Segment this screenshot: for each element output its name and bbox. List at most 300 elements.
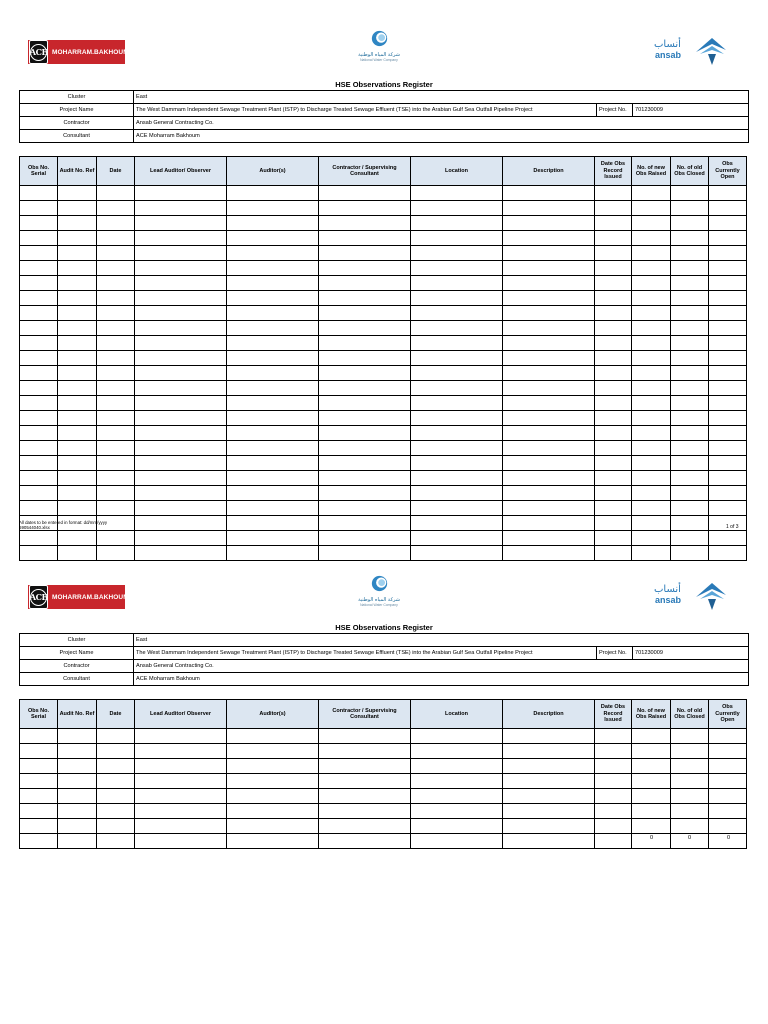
table-cell[interactable] xyxy=(135,759,227,774)
table-cell[interactable] xyxy=(135,351,227,366)
table-cell[interactable] xyxy=(411,201,503,216)
table-cell[interactable] xyxy=(595,789,632,804)
table-cell[interactable] xyxy=(595,426,632,441)
table-cell[interactable] xyxy=(58,366,97,381)
table-cell[interactable] xyxy=(227,834,319,849)
table-cell[interactable] xyxy=(411,729,503,744)
table-cell[interactable] xyxy=(58,261,97,276)
table-cell[interactable] xyxy=(709,471,747,486)
table-cell[interactable] xyxy=(411,456,503,471)
table-cell[interactable] xyxy=(97,789,135,804)
table-cell[interactable] xyxy=(58,396,97,411)
table-cell[interactable] xyxy=(671,456,709,471)
table-cell[interactable] xyxy=(671,201,709,216)
table-cell[interactable] xyxy=(97,351,135,366)
table-cell[interactable] xyxy=(671,351,709,366)
table-cell[interactable] xyxy=(595,246,632,261)
table-cell[interactable] xyxy=(709,441,747,456)
table-cell[interactable] xyxy=(671,261,709,276)
table-cell[interactable] xyxy=(319,411,411,426)
table-cell[interactable] xyxy=(135,441,227,456)
table-cell[interactable] xyxy=(20,804,58,819)
table-cell[interactable] xyxy=(319,261,411,276)
table-cell[interactable] xyxy=(227,441,319,456)
table-cell[interactable] xyxy=(319,201,411,216)
table-cell[interactable] xyxy=(227,351,319,366)
table-cell[interactable] xyxy=(503,759,595,774)
table-cell[interactable] xyxy=(503,834,595,849)
table-cell[interactable] xyxy=(58,411,97,426)
table-cell[interactable] xyxy=(20,426,58,441)
table-cell[interactable] xyxy=(319,456,411,471)
table-cell[interactable] xyxy=(411,396,503,411)
table-cell[interactable] xyxy=(97,471,135,486)
table-cell[interactable] xyxy=(671,441,709,456)
table-cell[interactable] xyxy=(227,456,319,471)
table-cell[interactable] xyxy=(135,336,227,351)
table-cell[interactable] xyxy=(20,531,58,546)
table-cell[interactable] xyxy=(97,321,135,336)
table-cell[interactable] xyxy=(97,231,135,246)
table-cell[interactable] xyxy=(595,804,632,819)
table-cell[interactable] xyxy=(595,411,632,426)
table-cell[interactable] xyxy=(595,774,632,789)
table-cell[interactable] xyxy=(671,381,709,396)
table-cell[interactable] xyxy=(20,366,58,381)
table-cell[interactable] xyxy=(97,381,135,396)
table-cell[interactable] xyxy=(411,306,503,321)
table-cell[interactable] xyxy=(632,729,671,744)
table-cell[interactable] xyxy=(632,804,671,819)
table-cell[interactable] xyxy=(595,729,632,744)
table-cell[interactable] xyxy=(709,231,747,246)
table-cell[interactable] xyxy=(319,381,411,396)
table-cell[interactable] xyxy=(411,231,503,246)
table-cell[interactable] xyxy=(671,276,709,291)
table-cell[interactable] xyxy=(319,336,411,351)
table-cell[interactable] xyxy=(411,411,503,426)
table-cell[interactable] xyxy=(411,486,503,501)
table-cell[interactable] xyxy=(503,336,595,351)
table-cell[interactable] xyxy=(411,759,503,774)
table-cell[interactable] xyxy=(709,381,747,396)
table-cell[interactable] xyxy=(135,246,227,261)
table-cell[interactable] xyxy=(227,381,319,396)
table-cell[interactable] xyxy=(227,486,319,501)
table-cell[interactable] xyxy=(632,291,671,306)
table-cell[interactable] xyxy=(97,336,135,351)
table-cell[interactable] xyxy=(227,306,319,321)
table-cell[interactable] xyxy=(58,216,97,231)
table-cell[interactable] xyxy=(319,834,411,849)
table-cell[interactable] xyxy=(20,201,58,216)
table-cell[interactable] xyxy=(58,381,97,396)
table-cell[interactable] xyxy=(58,201,97,216)
table-cell[interactable] xyxy=(319,291,411,306)
table-cell[interactable] xyxy=(135,291,227,306)
table-cell[interactable] xyxy=(20,774,58,789)
table-cell[interactable] xyxy=(58,426,97,441)
table-cell[interactable] xyxy=(632,366,671,381)
table-cell[interactable] xyxy=(632,246,671,261)
table-cell[interactable] xyxy=(227,774,319,789)
table-cell[interactable] xyxy=(227,231,319,246)
table-cell[interactable] xyxy=(227,336,319,351)
table-cell[interactable] xyxy=(503,441,595,456)
table-cell[interactable] xyxy=(135,231,227,246)
table-cell[interactable] xyxy=(632,216,671,231)
table-cell[interactable] xyxy=(135,471,227,486)
table-cell[interactable] xyxy=(319,516,411,531)
table-cell[interactable] xyxy=(97,456,135,471)
table-cell[interactable] xyxy=(319,231,411,246)
table-cell[interactable] xyxy=(319,306,411,321)
table-cell[interactable] xyxy=(709,291,747,306)
table-cell[interactable] xyxy=(671,246,709,261)
table-cell[interactable] xyxy=(135,729,227,744)
table-cell[interactable] xyxy=(58,501,97,516)
table-cell[interactable] xyxy=(503,366,595,381)
table-cell[interactable] xyxy=(595,186,632,201)
table-cell[interactable] xyxy=(595,471,632,486)
table-cell[interactable] xyxy=(20,216,58,231)
table-cell[interactable] xyxy=(709,186,747,201)
table-cell[interactable] xyxy=(135,501,227,516)
table-cell[interactable] xyxy=(671,804,709,819)
table-cell[interactable] xyxy=(595,516,632,531)
table-cell[interactable] xyxy=(709,531,747,546)
table-cell[interactable] xyxy=(227,819,319,834)
table-cell[interactable] xyxy=(671,186,709,201)
table-cell[interactable] xyxy=(503,819,595,834)
table-cell[interactable] xyxy=(411,216,503,231)
table-cell[interactable] xyxy=(58,486,97,501)
table-cell[interactable] xyxy=(503,201,595,216)
table-cell[interactable] xyxy=(671,516,709,531)
table-cell[interactable] xyxy=(595,396,632,411)
table-cell[interactable] xyxy=(503,381,595,396)
table-cell[interactable] xyxy=(709,321,747,336)
table-cell[interactable] xyxy=(58,759,97,774)
table-cell[interactable] xyxy=(227,516,319,531)
table-cell[interactable] xyxy=(97,201,135,216)
table-cell[interactable] xyxy=(20,834,58,849)
table-cell[interactable] xyxy=(97,396,135,411)
table-cell[interactable] xyxy=(135,426,227,441)
table-cell[interactable] xyxy=(595,231,632,246)
table-cell[interactable] xyxy=(319,351,411,366)
table-cell[interactable] xyxy=(20,789,58,804)
table-cell[interactable] xyxy=(319,774,411,789)
table-cell[interactable] xyxy=(632,744,671,759)
table-cell[interactable] xyxy=(135,804,227,819)
table-cell[interactable] xyxy=(709,729,747,744)
table-cell[interactable] xyxy=(58,744,97,759)
table-cell[interactable] xyxy=(411,774,503,789)
table-cell[interactable] xyxy=(20,276,58,291)
table-cell[interactable] xyxy=(20,744,58,759)
table-cell[interactable] xyxy=(135,834,227,849)
table-cell[interactable] xyxy=(411,834,503,849)
table-cell[interactable] xyxy=(503,516,595,531)
table-cell[interactable] xyxy=(20,456,58,471)
table-cell[interactable] xyxy=(58,834,97,849)
table-cell[interactable] xyxy=(632,516,671,531)
table-cell[interactable] xyxy=(135,531,227,546)
table-cell[interactable] xyxy=(135,261,227,276)
table-cell[interactable] xyxy=(135,321,227,336)
table-cell[interactable] xyxy=(632,381,671,396)
table-cell[interactable] xyxy=(319,759,411,774)
table-cell[interactable] xyxy=(135,366,227,381)
table-cell[interactable] xyxy=(58,246,97,261)
table-cell[interactable] xyxy=(503,471,595,486)
table-cell[interactable] xyxy=(503,426,595,441)
table-cell[interactable] xyxy=(97,276,135,291)
table-cell[interactable] xyxy=(58,351,97,366)
table-cell[interactable] xyxy=(709,216,747,231)
table-cell[interactable] xyxy=(20,306,58,321)
table-cell[interactable] xyxy=(319,471,411,486)
table-cell[interactable] xyxy=(319,729,411,744)
table-cell[interactable] xyxy=(135,186,227,201)
table-cell[interactable] xyxy=(411,261,503,276)
table-cell[interactable] xyxy=(411,471,503,486)
table-cell[interactable] xyxy=(709,366,747,381)
table-cell[interactable] xyxy=(227,216,319,231)
table-cell[interactable] xyxy=(503,486,595,501)
table-cell[interactable] xyxy=(411,276,503,291)
table-cell[interactable] xyxy=(319,396,411,411)
table-cell[interactable] xyxy=(319,486,411,501)
table-cell[interactable] xyxy=(97,531,135,546)
table-cell[interactable] xyxy=(632,456,671,471)
table-cell[interactable] xyxy=(709,306,747,321)
table-cell[interactable] xyxy=(503,216,595,231)
table-cell[interactable] xyxy=(319,804,411,819)
table-cell[interactable] xyxy=(595,351,632,366)
table-cell[interactable] xyxy=(595,486,632,501)
table-cell[interactable] xyxy=(20,351,58,366)
table-cell[interactable] xyxy=(595,216,632,231)
table-cell[interactable] xyxy=(411,426,503,441)
table-cell[interactable] xyxy=(227,729,319,744)
table-cell[interactable] xyxy=(135,201,227,216)
table-cell[interactable] xyxy=(58,729,97,744)
table-cell[interactable] xyxy=(227,789,319,804)
table-cell[interactable] xyxy=(632,261,671,276)
table-cell[interactable] xyxy=(58,321,97,336)
table-cell[interactable] xyxy=(709,201,747,216)
table-cell[interactable] xyxy=(503,789,595,804)
table-cell[interactable] xyxy=(227,396,319,411)
table-cell[interactable] xyxy=(227,411,319,426)
table-cell[interactable] xyxy=(671,306,709,321)
table-cell[interactable] xyxy=(319,501,411,516)
table-cell[interactable] xyxy=(709,336,747,351)
table-cell[interactable] xyxy=(97,834,135,849)
table-cell[interactable] xyxy=(97,246,135,261)
table-cell[interactable] xyxy=(58,531,97,546)
table-cell[interactable] xyxy=(709,351,747,366)
table-cell[interactable] xyxy=(319,789,411,804)
table-cell[interactable] xyxy=(135,456,227,471)
table-cell[interactable] xyxy=(97,261,135,276)
table-cell[interactable] xyxy=(709,789,747,804)
table-cell[interactable] xyxy=(411,351,503,366)
table-cell[interactable] xyxy=(595,381,632,396)
table-cell[interactable] xyxy=(97,411,135,426)
table-cell[interactable] xyxy=(411,246,503,261)
table-cell[interactable] xyxy=(503,351,595,366)
table-cell[interactable] xyxy=(20,261,58,276)
table-cell[interactable] xyxy=(503,186,595,201)
table-cell[interactable] xyxy=(227,291,319,306)
table-cell[interactable] xyxy=(97,804,135,819)
table-cell[interactable] xyxy=(58,441,97,456)
table-cell[interactable] xyxy=(503,456,595,471)
table-cell[interactable] xyxy=(595,276,632,291)
table-cell[interactable] xyxy=(595,321,632,336)
table-cell[interactable] xyxy=(671,789,709,804)
table-cell[interactable] xyxy=(58,291,97,306)
table-cell[interactable] xyxy=(632,759,671,774)
table-cell[interactable] xyxy=(97,486,135,501)
table-cell[interactable] xyxy=(135,276,227,291)
table-cell[interactable] xyxy=(503,231,595,246)
table-cell[interactable] xyxy=(503,804,595,819)
table-cell[interactable] xyxy=(632,441,671,456)
table-cell[interactable] xyxy=(319,186,411,201)
table-cell[interactable] xyxy=(671,774,709,789)
table-cell[interactable] xyxy=(97,501,135,516)
table-cell[interactable] xyxy=(503,291,595,306)
table-cell[interactable] xyxy=(227,744,319,759)
table-cell[interactable] xyxy=(227,246,319,261)
table-cell[interactable] xyxy=(595,306,632,321)
table-cell[interactable] xyxy=(595,501,632,516)
table-cell[interactable] xyxy=(503,261,595,276)
table-cell[interactable] xyxy=(97,291,135,306)
table-cell[interactable] xyxy=(227,804,319,819)
table-cell[interactable] xyxy=(411,516,503,531)
table-cell[interactable] xyxy=(632,819,671,834)
table-cell[interactable] xyxy=(411,819,503,834)
table-cell[interactable] xyxy=(632,201,671,216)
table-cell[interactable] xyxy=(58,186,97,201)
table-cell[interactable] xyxy=(319,276,411,291)
table-cell[interactable] xyxy=(58,804,97,819)
table-cell[interactable] xyxy=(632,231,671,246)
table-cell[interactable] xyxy=(97,774,135,789)
table-cell[interactable] xyxy=(319,246,411,261)
table-cell[interactable] xyxy=(97,216,135,231)
table-cell[interactable] xyxy=(135,819,227,834)
table-cell[interactable] xyxy=(97,759,135,774)
table-cell[interactable] xyxy=(632,426,671,441)
table-cell[interactable] xyxy=(411,804,503,819)
table-cell[interactable] xyxy=(503,321,595,336)
table-cell[interactable] xyxy=(411,381,503,396)
table-cell[interactable] xyxy=(20,501,58,516)
table-cell[interactable] xyxy=(709,426,747,441)
table-cell[interactable] xyxy=(671,819,709,834)
table-cell[interactable] xyxy=(20,486,58,501)
table-cell[interactable] xyxy=(503,396,595,411)
table-cell[interactable] xyxy=(20,819,58,834)
table-cell[interactable] xyxy=(20,471,58,486)
table-cell[interactable] xyxy=(20,321,58,336)
table-cell[interactable] xyxy=(632,276,671,291)
table-cell[interactable] xyxy=(58,276,97,291)
table-cell[interactable] xyxy=(671,231,709,246)
table-cell[interactable] xyxy=(595,744,632,759)
table-cell[interactable] xyxy=(20,441,58,456)
table-cell[interactable] xyxy=(227,501,319,516)
table-cell[interactable] xyxy=(97,306,135,321)
table-cell[interactable] xyxy=(135,744,227,759)
table-cell[interactable] xyxy=(97,819,135,834)
table-cell[interactable] xyxy=(503,774,595,789)
table-cell[interactable] xyxy=(709,501,747,516)
table-cell[interactable] xyxy=(709,411,747,426)
table-cell[interactable] xyxy=(227,426,319,441)
table-cell[interactable] xyxy=(503,501,595,516)
table-cell[interactable] xyxy=(135,516,227,531)
table-cell[interactable] xyxy=(20,381,58,396)
table-cell[interactable] xyxy=(632,531,671,546)
table-cell[interactable] xyxy=(671,729,709,744)
table-cell[interactable] xyxy=(135,774,227,789)
table-cell[interactable] xyxy=(671,321,709,336)
table-cell[interactable] xyxy=(671,396,709,411)
table-cell[interactable] xyxy=(411,291,503,306)
table-cell[interactable] xyxy=(632,486,671,501)
table-cell[interactable] xyxy=(671,411,709,426)
table-cell[interactable] xyxy=(709,744,747,759)
table-cell[interactable] xyxy=(709,774,747,789)
table-cell[interactable] xyxy=(709,276,747,291)
table-cell[interactable] xyxy=(20,246,58,261)
table-cell[interactable] xyxy=(20,231,58,246)
table-cell[interactable] xyxy=(595,201,632,216)
table-cell[interactable] xyxy=(20,186,58,201)
table-cell[interactable] xyxy=(632,396,671,411)
table-cell[interactable] xyxy=(20,396,58,411)
table-cell[interactable] xyxy=(595,261,632,276)
table-cell[interactable] xyxy=(595,441,632,456)
table-cell[interactable] xyxy=(709,246,747,261)
table-cell[interactable] xyxy=(595,531,632,546)
table-cell[interactable] xyxy=(20,336,58,351)
table-cell[interactable] xyxy=(411,531,503,546)
table-cell[interactable] xyxy=(411,744,503,759)
table-cell[interactable] xyxy=(671,426,709,441)
table-cell[interactable] xyxy=(135,216,227,231)
table-cell[interactable] xyxy=(319,441,411,456)
table-cell[interactable] xyxy=(227,201,319,216)
table-cell[interactable] xyxy=(632,501,671,516)
table-cell[interactable] xyxy=(227,276,319,291)
table-cell[interactable] xyxy=(709,261,747,276)
table-cell[interactable] xyxy=(135,789,227,804)
table-cell[interactable] xyxy=(671,291,709,306)
table-cell[interactable] xyxy=(595,291,632,306)
table-cell[interactable] xyxy=(709,486,747,501)
table-cell[interactable] xyxy=(595,366,632,381)
table-cell[interactable] xyxy=(97,186,135,201)
table-cell[interactable] xyxy=(58,774,97,789)
